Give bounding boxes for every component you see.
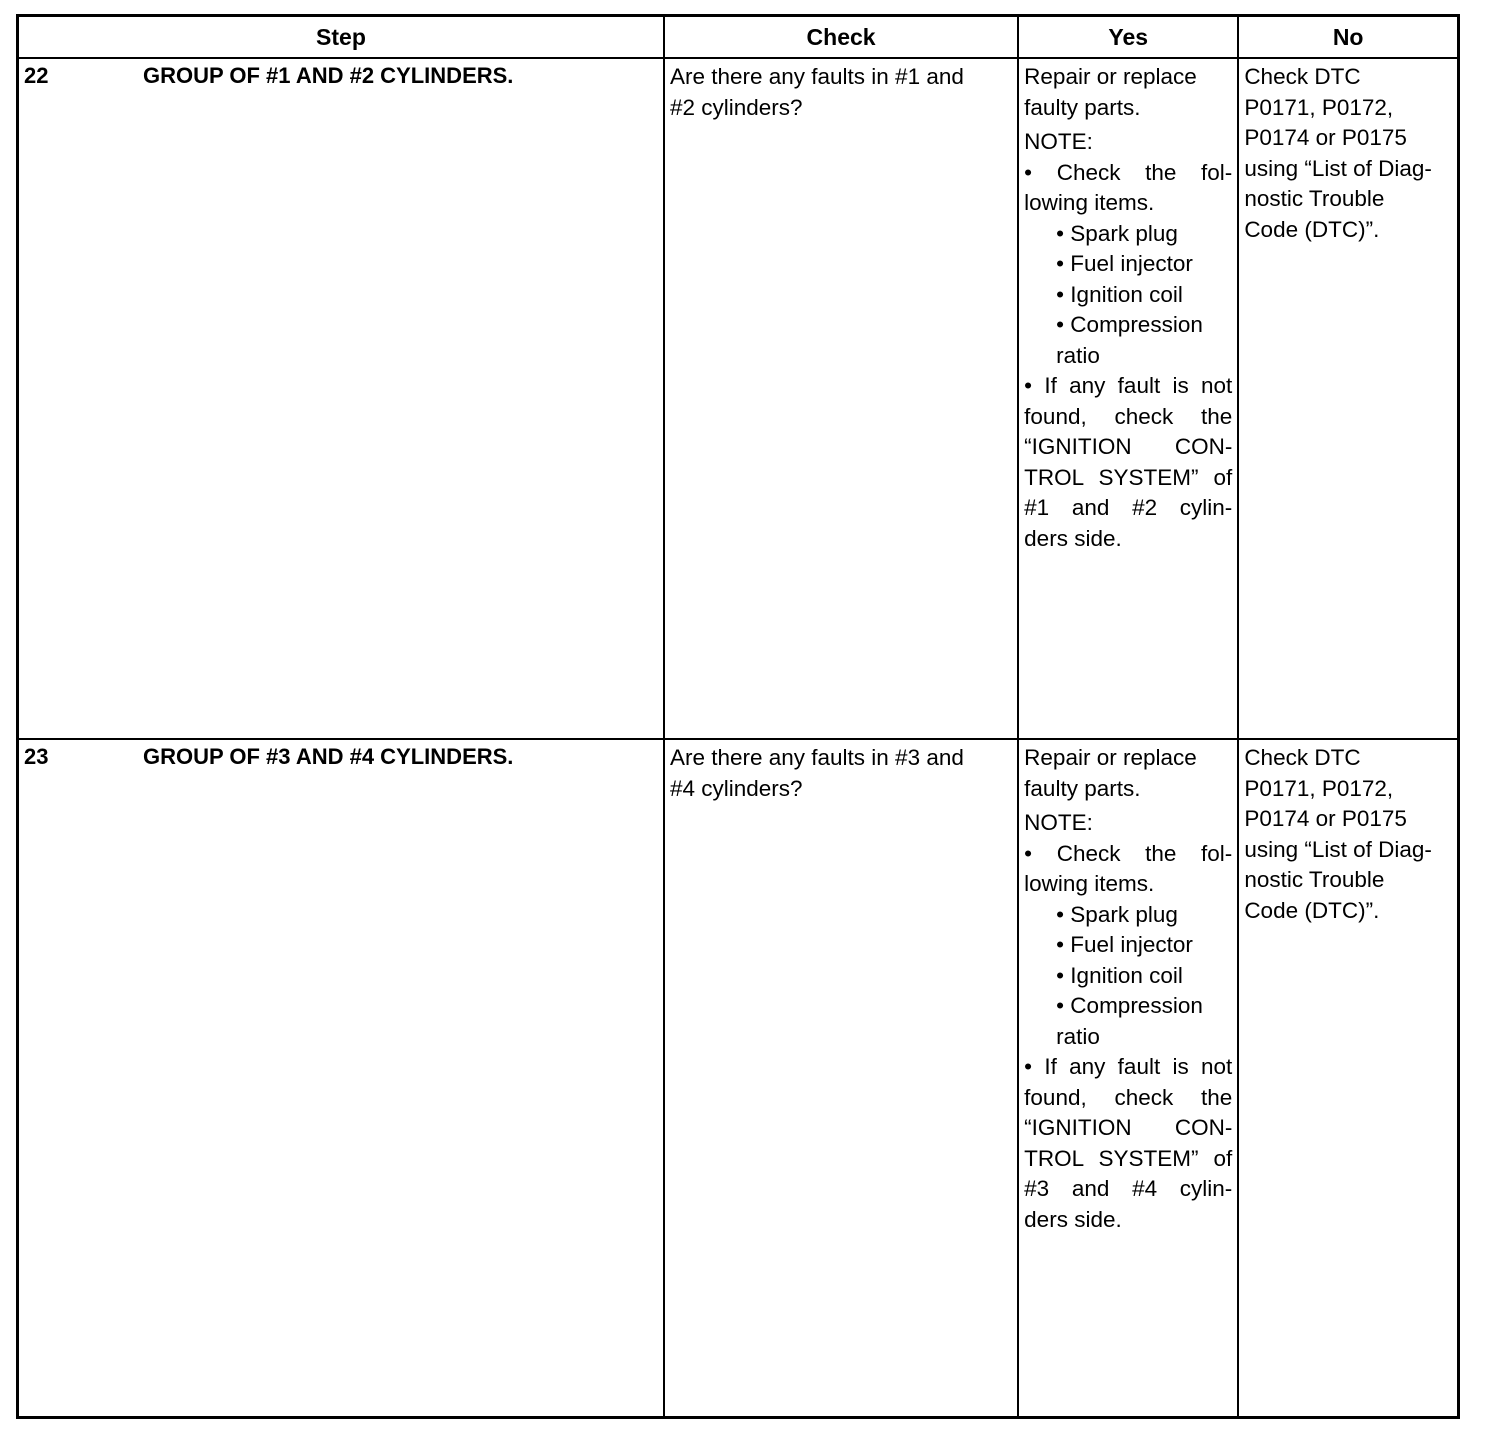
diagnostic-table: [16, 14, 1460, 1419]
check-line: Are there any faults in #1 and: [669, 64, 964, 89]
list-item: • Fuel injector: [1056, 251, 1193, 276]
step-header: Step: [18, 16, 664, 59]
check-items-line: lowing items.: [1024, 190, 1155, 215]
yes-intro-line: Repair or replace: [1024, 64, 1197, 89]
yes-intro-line: faulty parts.: [1024, 775, 1141, 801]
if-fault-line: TROL SYSTEM” of: [1024, 1145, 1233, 1171]
yes-cell: [1018, 739, 1238, 1418]
no-line: nostic Trouble: [1244, 867, 1385, 892]
table-row: [18, 739, 1459, 1418]
no-cell: [1238, 58, 1458, 739]
no-line: P0171, P0172,: [1244, 775, 1394, 801]
table-row: [18, 58, 1459, 739]
list-item: • Fuel injector: [1056, 932, 1193, 957]
if-fault-line: “IGNITION CON-: [1024, 1115, 1233, 1140]
check-cell: [664, 58, 1018, 739]
if-fault-line: TROL SYSTEM” of: [1024, 464, 1233, 490]
note-label: NOTE:: [1024, 129, 1093, 154]
step-cell: [18, 58, 664, 739]
if-fault-line: • If any fault is not: [1024, 373, 1233, 398]
yes-header: Yes: [1018, 16, 1238, 59]
no-line: Code (DTC)”.: [1244, 897, 1380, 923]
step-cell: [18, 739, 664, 1418]
yes-intro-line: faulty parts.: [1024, 94, 1141, 120]
no-cell: [1238, 739, 1458, 1418]
check-line: #2 cylinders?: [669, 94, 803, 120]
check-items-line: lowing items.: [1024, 871, 1155, 896]
if-fault-line: found, check the: [1024, 1084, 1233, 1110]
check-items-line: • Check the fol-: [1024, 840, 1233, 866]
no-line: Check DTC: [1244, 64, 1361, 89]
if-fault-line: ders side.: [1024, 525, 1122, 551]
no-line: Code (DTC)”.: [1244, 216, 1380, 242]
if-fault-line: #3 and #4 cylin-: [1024, 1176, 1233, 1201]
if-fault-line: found, check the: [1024, 403, 1233, 429]
no-line: Check DTC: [1244, 745, 1361, 770]
check-items-line: • Check the fol-: [1024, 159, 1233, 185]
check-header: Check: [664, 16, 1018, 59]
no-line: P0171, P0172,: [1244, 94, 1394, 120]
yes-intro-line: Repair or replace: [1024, 745, 1197, 770]
no-line: nostic Trouble: [1244, 186, 1385, 211]
yes-cell: [1018, 58, 1238, 739]
list-item: • Compression: [1056, 993, 1203, 1018]
list-item: • Spark plug: [1056, 901, 1178, 927]
no-header: No: [1238, 16, 1458, 59]
if-fault-line: “IGNITION CON-: [1024, 434, 1233, 459]
list-item: • Ignition coil: [1056, 281, 1183, 307]
no-line: P0174 or P0175: [1244, 806, 1407, 831]
list-item: • Ignition coil: [1056, 962, 1183, 988]
no-line: using “List of Diag-: [1244, 155, 1432, 181]
no-line: P0174 or P0175: [1244, 125, 1407, 150]
no-line: using “List of Diag-: [1244, 836, 1432, 862]
check-cell: [664, 739, 1018, 1418]
list-item: • Spark plug: [1056, 220, 1178, 246]
step-number: 23: [24, 744, 49, 769]
check-line: #4 cylinders?: [669, 775, 803, 801]
header-row: [18, 16, 1459, 59]
list-item-cont: ratio: [1056, 342, 1100, 368]
if-fault-line: ders side.: [1024, 1206, 1122, 1232]
step-number: 22: [24, 63, 49, 88]
step-title: GROUP OF #3 AND #4 CYLINDERS.: [143, 744, 514, 769]
if-fault-line: #1 and #2 cylin-: [1024, 495, 1233, 520]
list-item-cont: ratio: [1056, 1023, 1100, 1049]
step-title: GROUP OF #1 AND #2 CYLINDERS.: [143, 63, 514, 88]
note-label: NOTE:: [1024, 810, 1093, 835]
list-item: • Compression: [1056, 312, 1203, 337]
if-fault-line: • If any fault is not: [1024, 1054, 1233, 1079]
check-line: Are there any faults in #3 and: [669, 745, 964, 770]
